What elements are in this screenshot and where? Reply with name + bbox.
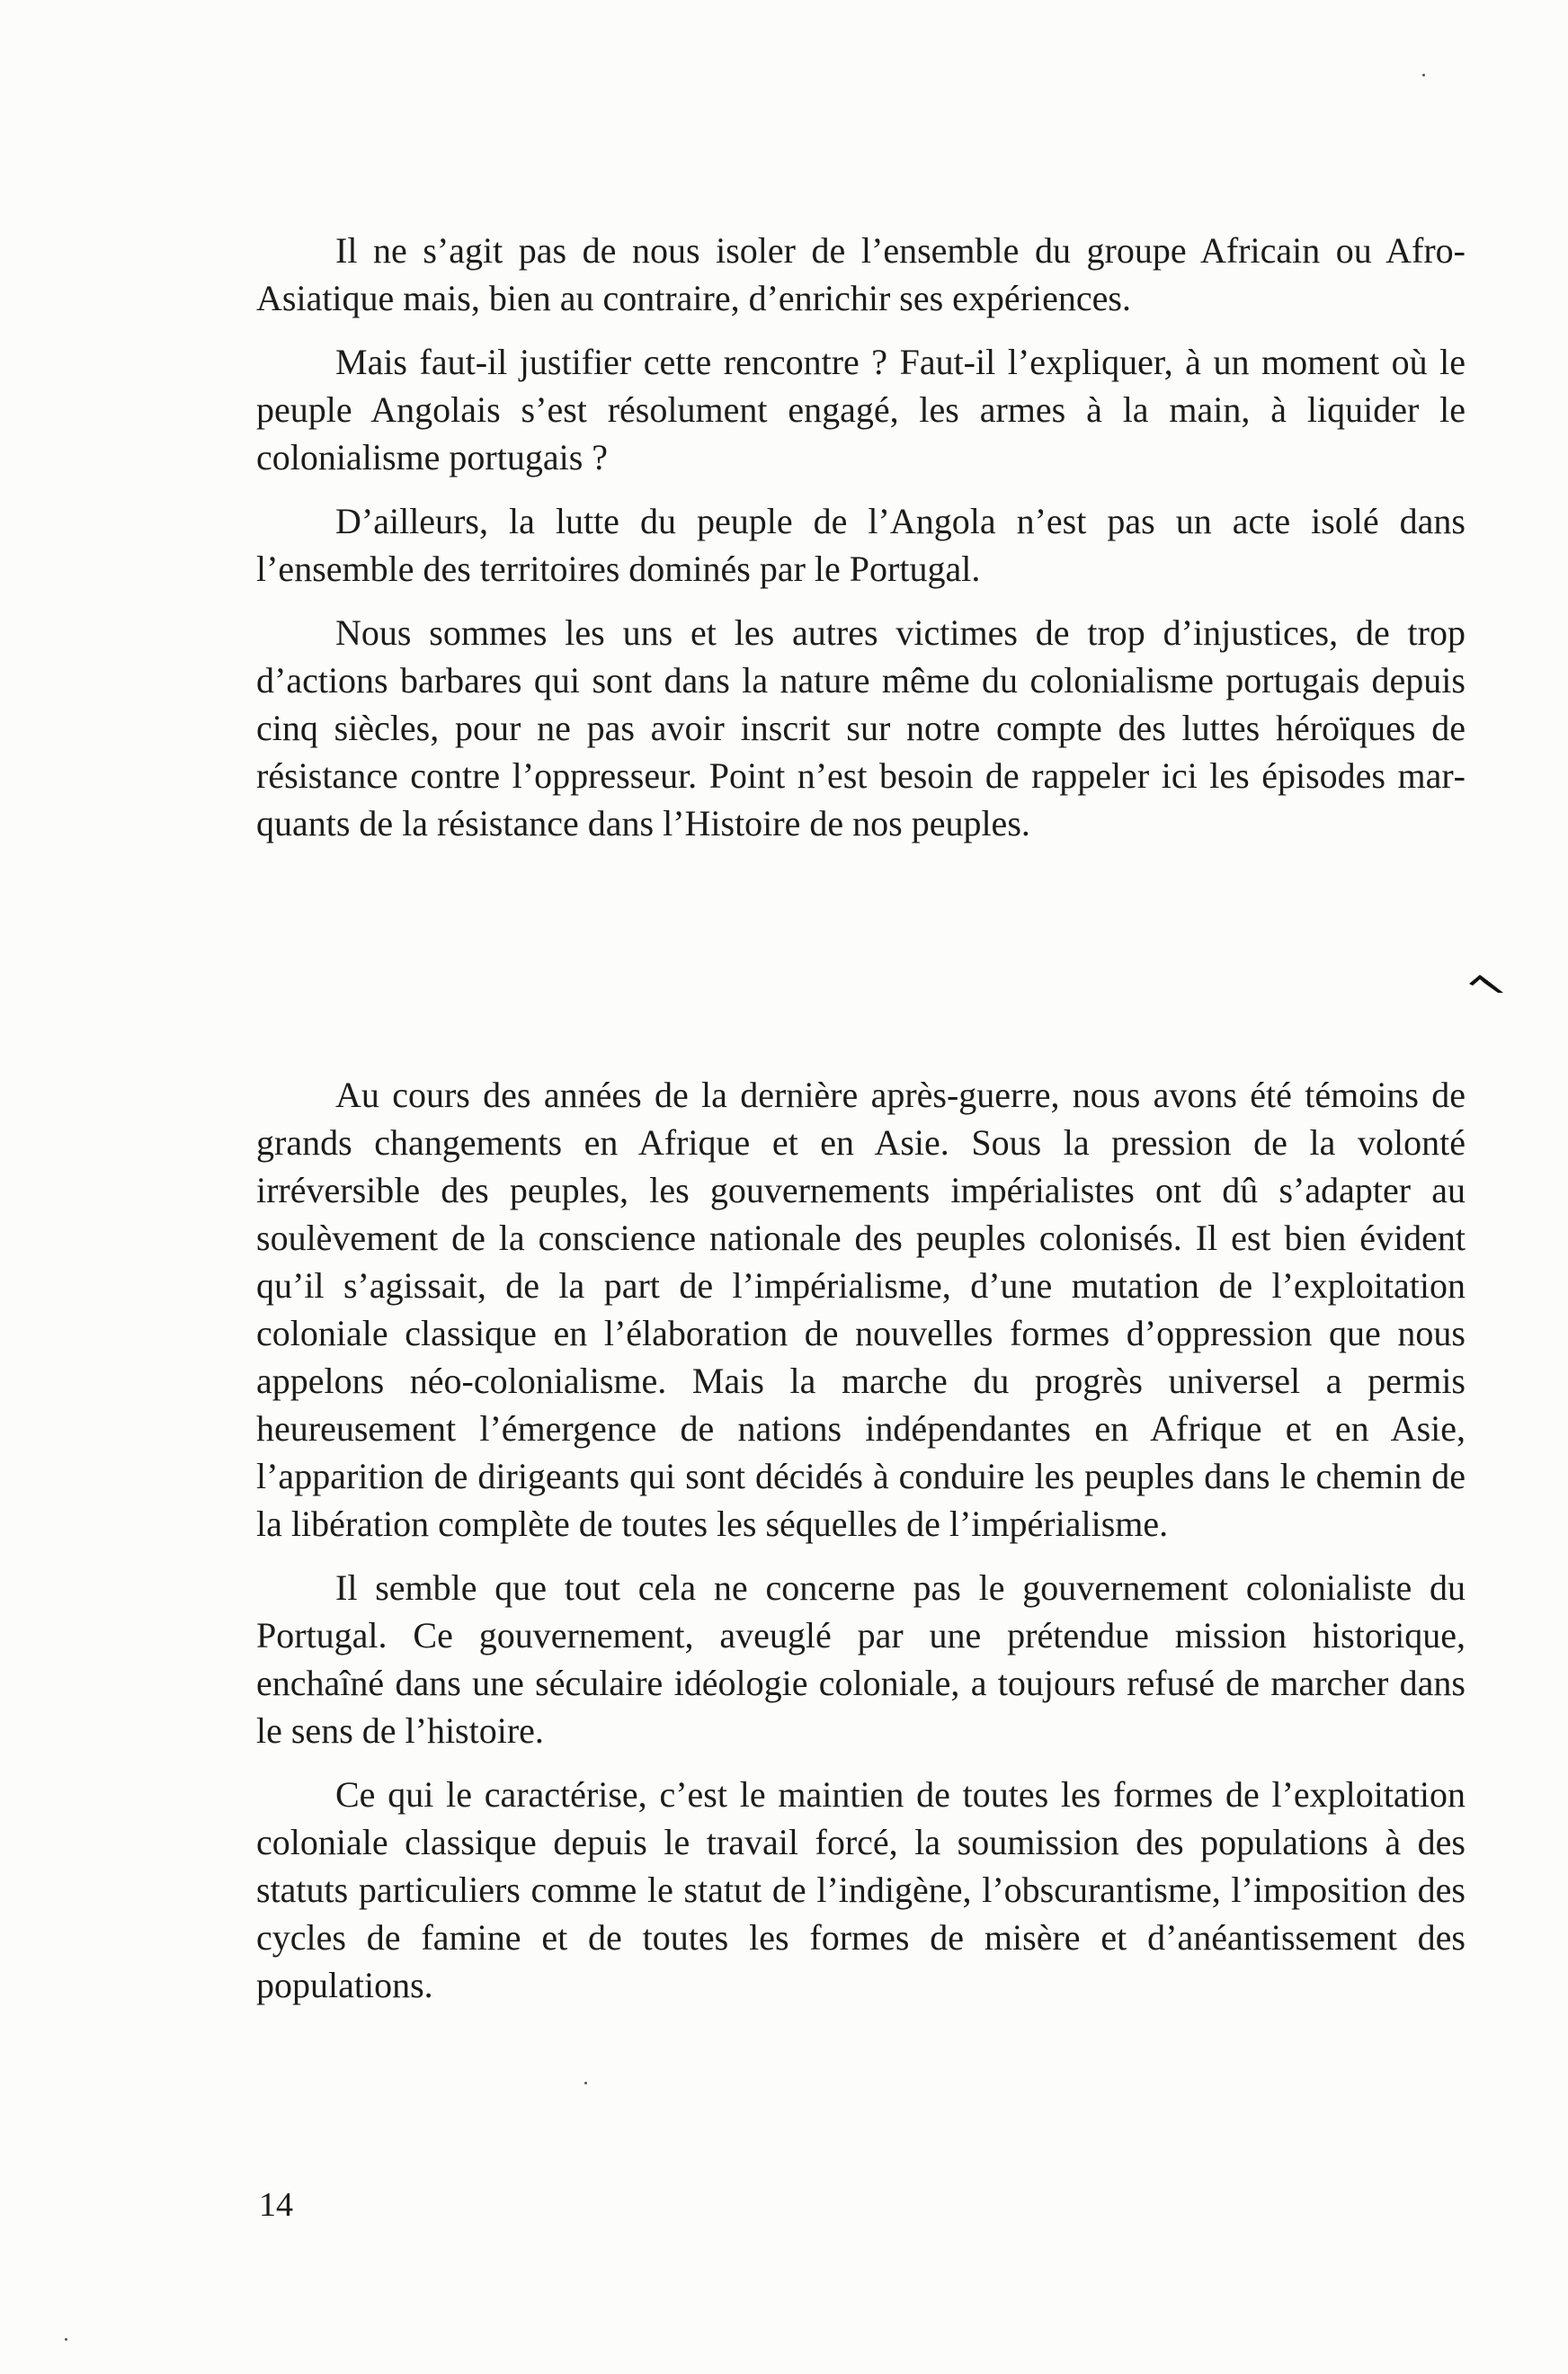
page-number: 14: [259, 2186, 293, 2224]
scan-speck: [584, 2082, 587, 2084]
paragraph: D’ailleurs, la lutte du peuple de l’Angola n’est pas un acte isolé dans l’ensemble des territoires dominés par le Portugal.: [256, 501, 1466, 589]
paragraph: Il ne s’agit pas de nous isoler de l’ensemble du groupe Africain ou Afro-Asiatique mais, bien au contraire, d’enrichir ses expériences.: [256, 230, 1466, 318]
scan-speck: [1422, 74, 1425, 76]
paragraph: Ce qui le caractérise, c’est le maintien de toutes les formes de l’exploitation coloniale classique depuis le travail forcé, la soumission des populations à des statuts particuliers comme le statut de l’indigène, l’obscurantisme, l’imposition des cycles de famine et de toutes les formes de misère et d’anéantissement des populations.: [256, 1774, 1466, 2005]
scan-mark-icon: [1467, 971, 1505, 995]
text-section-1: [256, 227, 1466, 863]
paragraph: Il semble que tout cela ne concerne pas le gouvernement colonialiste du Portugal. Ce gouvernement, aveuglé par une prétendue mission historique, enchaîné dans une séculaire idéologie coloniale, a toujours refusé de marcher dans le sens de l’histoire.: [256, 1567, 1466, 1751]
scan-speck: [65, 2338, 67, 2341]
text-section-2: [256, 1071, 1466, 2025]
paragraph: Mais faut-il justifier cette rencontre ? Faut-il l’expliquer, à un moment où le peuple Angolais s’est résolument engagé, les armes à la main, à liquider le colonialisme portugais ?: [256, 342, 1466, 477]
paragraph: Au cours des années de la dernière après-guerre, nous avons été témoins de grands changements en Afrique et en Asie. Sous la pression de la volonté irréversible des peuples, les gouvernements impérialistes ont dû s’adapter au soulèvement de la conscience nationale des peuples colonisés. Il est bien évident qu’il s’agissait, de la part de l’impérialisme, d’une mutation de l’exploitation coloniale classique en l’élaboration de nouvelles formes d’oppression que nous appelons néo-colonialisme. Mais la marche du progrès universel a permis heureusement l’émergence de nations indépendantes en Afrique et en Asie, l’apparition de dirigeants qui sont décidés à conduire les peuples dans le chemin de la libération complète de toutes les séquelles de l’impérialisme.: [256, 1075, 1466, 1544]
paragraph: Nous sommes les uns et les autres victimes de trop d’injustices, de trop d’actions barbares qui sont dans la nature même du colonialisme portugais depuis cinq siècles, pour ne pas avoir inscrit sur notre compte des luttes héroïques de résistance contre l’oppresseur. Point n’est besoin de rappeler ici les épisodes marquants de la résistance dans l’Histoire de nos peuples.: [256, 612, 1466, 843]
